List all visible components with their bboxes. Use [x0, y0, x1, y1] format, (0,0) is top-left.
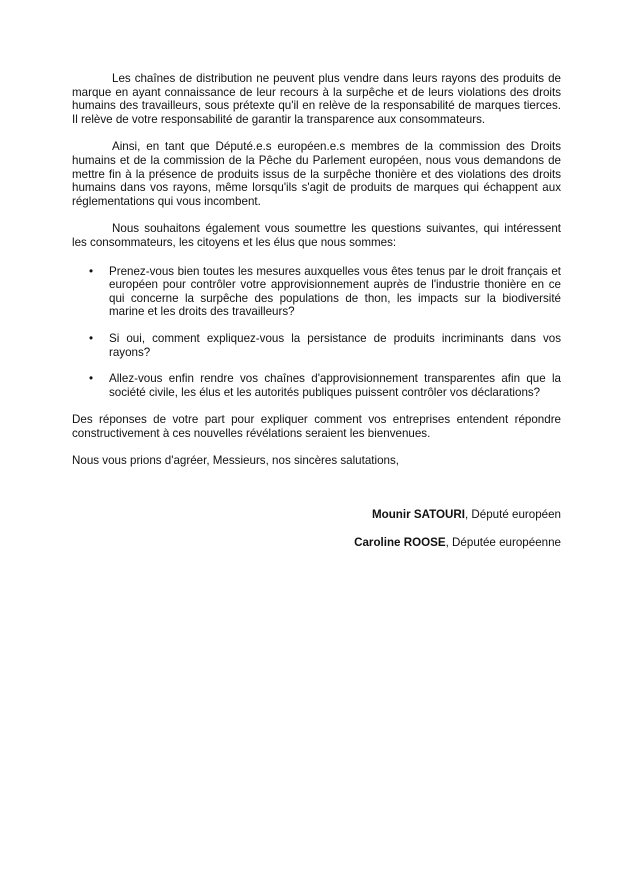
bullet-icon: •: [89, 264, 94, 278]
questions-list: [72, 265, 561, 400]
paragraph-distribution-chains: Les chaînes de distribution ne peuvent plus vendre dans leurs rayons des produits de marque en ayant connaissance de leur recours à la surpêche et de leurs violations des droits humains des travailleurs, sous prétexte qu'il en relève de la responsabilité de marques tierces. Il relève de votre responsabilité de garantir la transparence aux consommateurs.: [72, 72, 561, 126]
bullet-icon: •: [89, 372, 94, 386]
signature-satouri: [72, 508, 561, 522]
signatory-first-name: Mounir: [371, 508, 411, 522]
signatory-last-name: SATOURI: [413, 508, 465, 522]
signatory-last-name: ROOSE: [403, 535, 446, 549]
signatory-title: , Députée européenne: [445, 535, 561, 549]
signature-roose: [72, 536, 561, 550]
question-text: Prenez-vous bien toutes les mesures auxquelles vous êtes tenus par le droit français et européen pour contrôler votre approvisionnement auprès de l'industrie thonière en ce qui concerne la surpêche des populations de thon, les impacts sur la biodiversité marine et les droits des travailleurs?: [109, 264, 561, 319]
list-item: [72, 372, 561, 399]
bullet-icon: •: [89, 331, 94, 345]
paragraph-demand: Ainsi, en tant que Député.e.s européen.e.s membres de la commission des Droits humains et de la commission de la Pêche du Parlement européen, nous vous demandons de mettre fin à la présence de produits issus de la surpêche thonière et des violations des droits humains dans vos rayons, même lorsqu'ils s'agit de produits de marques qui échappent aux réglementations qui vous incombent.: [72, 140, 561, 208]
signatory-title: , Député européen: [464, 508, 561, 522]
question-text: Allez-vous enfin rendre vos chaînes d'approvisionnement transparentes afin que la société civile, les élus et les autorités publiques puissent contrôler vos déclarations?: [109, 372, 561, 399]
list-item: [72, 265, 561, 319]
closing-salutation: Nous vous prions d'agréer, Messieurs, nos sincères salutations,: [72, 454, 399, 468]
list-item: [72, 332, 561, 359]
paragraph-responses: Des réponses de votre part pour expliquer comment vos entreprises entendent répondre constructivement à ces nouvelles révélations seraient les bienvenues.: [72, 413, 561, 440]
signatory-first-name: Caroline: [354, 535, 401, 549]
question-text: Si oui, comment expliquez-vous la persistance de produits incriminants dans vos rayons?: [109, 331, 561, 359]
paragraph-questions-intro: Nous souhaitons également vous soumettre les questions suivantes, qui intéressent les consommateurs, les citoyens et les élus que nous sommes:: [72, 222, 561, 249]
letter-body: [72, 72, 561, 563]
